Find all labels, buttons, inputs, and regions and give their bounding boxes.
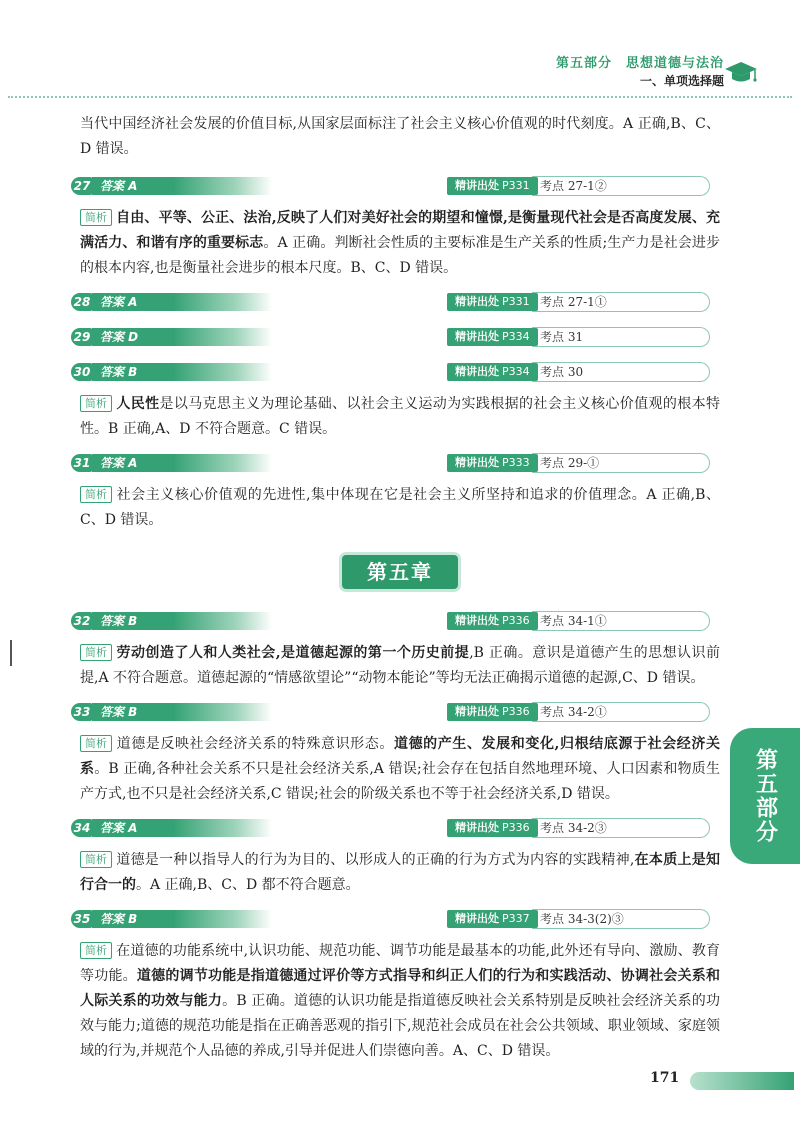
question-number-badge: 30 bbox=[71, 363, 93, 381]
explanation-paragraph bbox=[80, 732, 720, 807]
exam-point: 考点 30 bbox=[532, 362, 710, 382]
explanation-text: 道德是一种以指导人的行为为目的、以形成人的正确的行为方式为内容的实践精神, bbox=[116, 852, 635, 868]
explanation-tag: 简析 bbox=[80, 209, 112, 226]
explanation-text: 道德是反映社会经济关系的特殊意识形态。 bbox=[116, 736, 394, 752]
answer-row bbox=[73, 907, 720, 933]
reference-badge bbox=[447, 454, 538, 472]
answer-badge: 答案 A bbox=[92, 177, 272, 195]
answer-badge: 答案 B bbox=[92, 612, 272, 630]
reference-badge bbox=[447, 819, 538, 837]
reference-label: 精讲出处 bbox=[455, 821, 499, 834]
answer-badge: 答案 B bbox=[92, 703, 272, 721]
chapter-banner: 第五章 bbox=[342, 555, 458, 589]
explanation-tag: 简析 bbox=[80, 735, 112, 752]
explanation-tag: 简析 bbox=[80, 942, 112, 959]
exam-point: 考点 27-1① bbox=[532, 292, 710, 312]
explanation-text: 。B 正确,各种社会关系不只是社会经济关系,A 错误;社会存在包括自然地理环境、人口因素和物质生产方式,也不只是社会经济关系,C 错误;社会的阶级关系也不等于社会经济关系,D 错误。 bbox=[80, 761, 720, 802]
reference-page: P334 bbox=[502, 365, 530, 378]
question-number-badge: 32 bbox=[71, 612, 93, 630]
explanation-tag: 简析 bbox=[80, 851, 112, 868]
explanation-text: 自由、平等、公正、法治,反映了人们对美好社会的期望和憧憬,是衡量现代社会是否高度发展、充满活力、和谐有序的重要标志 bbox=[80, 210, 720, 251]
explanation-text: 劳动创造了人和人类社会,是道德起源的第一个历史前提 bbox=[116, 645, 470, 661]
answer-row bbox=[73, 609, 720, 635]
answer-badge: 答案 A bbox=[92, 454, 272, 472]
intro-paragraph: 当代中国经济社会发展的价值目标,从国家层面标注了社会主义核心价值观的时代刻度。A 正确,B、C、D 错误。 bbox=[80, 116, 720, 157]
footer-bar bbox=[690, 1072, 794, 1090]
reference-label: 精讲出处 bbox=[455, 456, 499, 469]
reference-label: 精讲出处 bbox=[455, 365, 499, 378]
explanation-paragraph bbox=[80, 641, 720, 691]
explanation-text: 道德的调节功能是指道德通过评价等方式指导和纠正人们的行为和实践活动、协调社会关系和人际关系的功效与能力 bbox=[80, 968, 721, 1009]
exam-point: 考点 29-① bbox=[532, 453, 710, 473]
answer-list-chapter-5 bbox=[73, 609, 721, 1064]
exam-point: 考点 34-2① bbox=[532, 702, 710, 722]
question-number-badge: 34 bbox=[71, 819, 93, 837]
page-header bbox=[0, 0, 800, 100]
reference-label: 精讲出处 bbox=[455, 705, 499, 718]
side-tab-part: 第五部分 bbox=[730, 728, 800, 864]
exam-point: 考点 34-2③ bbox=[532, 818, 710, 838]
reference-page: P336 bbox=[502, 705, 530, 718]
exam-point: 考点 34-1① bbox=[532, 611, 710, 631]
explanation-paragraph bbox=[80, 392, 720, 442]
reference-page: P334 bbox=[502, 330, 530, 343]
answer-content bbox=[73, 112, 721, 1064]
answer-row bbox=[73, 174, 720, 200]
answer-badge: 答案 D bbox=[92, 328, 272, 346]
explanation-tag: 简析 bbox=[80, 395, 112, 412]
reference-page: P336 bbox=[502, 614, 530, 627]
answer-badge: 答案 A bbox=[92, 819, 272, 837]
reference-page: P333 bbox=[502, 456, 530, 469]
margin-mark bbox=[10, 640, 12, 666]
reference-page: P331 bbox=[502, 179, 530, 192]
reference-label: 精讲出处 bbox=[455, 295, 499, 308]
reference-badge bbox=[447, 612, 538, 630]
reference-label: 精讲出处 bbox=[455, 179, 499, 192]
reference-badge bbox=[447, 703, 538, 721]
reference-label: 精讲出处 bbox=[455, 614, 499, 627]
answer-row bbox=[73, 290, 720, 316]
explanation-text: 社会主义核心价值观的先进性,集中体现在它是社会主义所坚持和追求的价值理念。A 正确,B、C、D 错误。 bbox=[80, 487, 720, 528]
exam-point: 考点 27-1② bbox=[532, 176, 710, 196]
explanation-text: 道德的产生、发展和变化,归根结底源于社会经济关系 bbox=[80, 736, 721, 777]
question-number-badge: 28 bbox=[71, 293, 93, 311]
answer-row bbox=[73, 451, 720, 477]
answer-row bbox=[73, 360, 720, 386]
explanation-paragraph bbox=[80, 206, 720, 281]
explanation-tag: 简析 bbox=[80, 644, 112, 661]
explanation-text: 在本质上是知行合一的 bbox=[80, 852, 721, 893]
explanation-text: ,B 正确。意识是道德产生的思想认识前提,A 不符合题意。道德起源的“情感欲望论”“动物本能论”等均无法正确揭示道德的起源,C、D 错误。 bbox=[80, 645, 721, 686]
explanation-tag: 简析 bbox=[80, 486, 112, 503]
answer-row bbox=[73, 700, 720, 726]
explanation-text: 在道德的功能系统中,认识功能、规范功能、调节功能是最基本的功能,此外还有导向、激励、教育等功能。 bbox=[80, 943, 720, 984]
header-divider bbox=[8, 96, 792, 98]
explanation-paragraph bbox=[80, 848, 720, 898]
explanation-paragraph bbox=[80, 483, 720, 533]
reference-badge bbox=[447, 177, 538, 195]
explanation-text: 。B 正确。道德的认识功能是指道德反映社会关系特别是反映社会经济关系的功效与能力;道德的规范功能是指在正确善恶观的指引下,规范社会成员在社会公共领域、职业领域、家庭领域的行为,并规范个人品德的养成,引导并促进人们崇德向善。A、C、D 错误。 bbox=[80, 993, 720, 1059]
explanation-text: 是以马克思主义为理论基础、以社会主义运动为实践根据的社会主义核心价值观的根本特性。B 正确,A、D 不符合题意。C 错误。 bbox=[80, 396, 721, 437]
header-part-title: 第五部分 思想道德与法治 bbox=[555, 56, 724, 71]
question-number-badge: 27 bbox=[71, 177, 93, 195]
graduation-cap-icon bbox=[724, 60, 758, 86]
header-section-title: 一、单项选择题 bbox=[639, 74, 724, 88]
reference-label: 精讲出处 bbox=[455, 912, 499, 925]
question-number-badge: 33 bbox=[71, 703, 93, 721]
answer-row bbox=[73, 816, 720, 842]
question-number-badge: 35 bbox=[71, 910, 93, 928]
explanation-text: 。A 正确。判断社会性质的主要标准是生产关系的性质;生产力是社会进步的根本内容,也是衡量社会进步的根本尺度。B、C、D 错误。 bbox=[80, 235, 721, 276]
answer-badge: 答案 B bbox=[92, 910, 272, 928]
answer-list-chapter-4 bbox=[73, 174, 721, 533]
reference-page: P331 bbox=[502, 295, 530, 308]
reference-label: 精讲出处 bbox=[455, 330, 499, 343]
exam-point: 考点 31 bbox=[532, 327, 710, 347]
exam-point: 考点 34-3(2)③ bbox=[532, 909, 710, 929]
answer-badge: 答案 B bbox=[92, 363, 272, 381]
explanation-text: 人民性 bbox=[116, 396, 160, 412]
question-number-badge: 31 bbox=[71, 454, 93, 472]
explanation-paragraph bbox=[80, 939, 720, 1064]
answer-badge: 答案 A bbox=[92, 293, 272, 311]
page-number: 171 bbox=[650, 1070, 680, 1086]
reference-badge bbox=[447, 910, 538, 928]
reference-page: P336 bbox=[502, 821, 530, 834]
reference-badge bbox=[447, 328, 538, 346]
answer-row bbox=[73, 325, 720, 351]
question-number-badge: 29 bbox=[71, 328, 93, 346]
reference-page: P337 bbox=[502, 912, 530, 925]
explanation-text: 。A 正确,B、C、D 都不符合题意。 bbox=[136, 877, 360, 893]
reference-badge bbox=[447, 293, 538, 311]
reference-badge bbox=[447, 363, 538, 381]
